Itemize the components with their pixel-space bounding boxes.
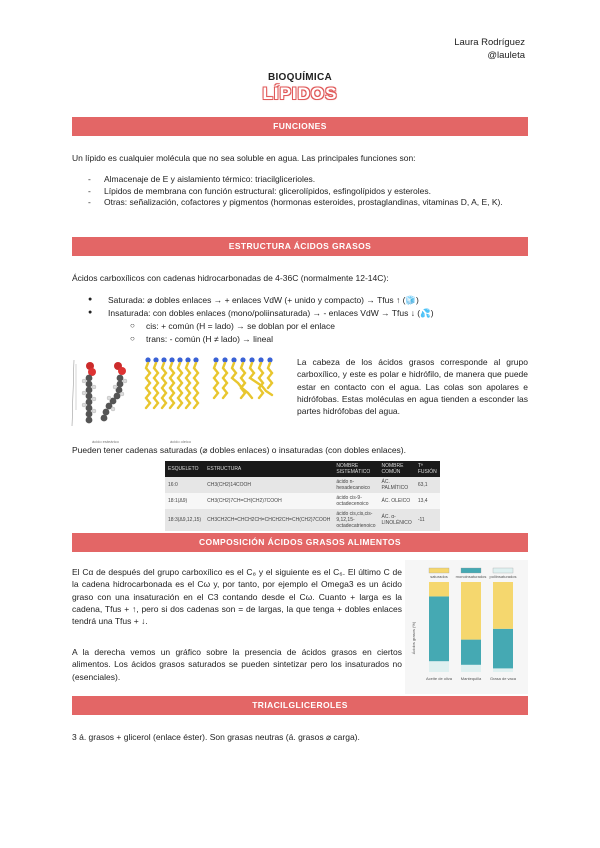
list-item: - Otras: señalización, cofactores y pigmentos (hormonas esteroides, prostaglandinas, vitaminas D, A, E, K). [88,197,528,209]
bar-segment-saturados [493,582,513,629]
composicion-paragraph-2: A la derecha vemos un gráfico sobre la presencia de ácidos grasos en ciertos alimentos. Los ácidos grasos saturados se pueden sintetizar pero los insaturados no (esenciales). [72,647,402,682]
table-row [165,509,440,531]
table-cell: CH3(CH2)14COOH [204,477,333,493]
table-cell: 18:1(Δ9) [165,493,204,509]
table-cell: ácido cis,cis,cis-9,12,15-octadecatrienoico [333,509,378,531]
list-item: ○ cis: + común (H = lado) → se doblan por el enlace [130,320,510,333]
bar-segment-poliinsaturados [429,661,449,672]
chart-bars [429,582,513,672]
chart-y-axis-label: Ácidos grasos (%) [411,621,416,655]
table-cell: ácido cis-9-octadecenoico [333,493,378,509]
chart-legend [429,568,516,579]
funciones-intro: Un lípido es cualquier molécula que no sea soluble en agua. Las principales funciones son: [72,153,416,163]
author-handle: @lauleta [487,50,525,61]
legend-swatch-saturados [429,568,449,573]
list-item: ○ trans: - común (H ≠ lado) → lineal [130,333,510,346]
packed-saturated-chains [145,357,198,408]
table-cell: CH3CH2CH=CHCH2CH=CHCH2CH=CH(CH2)7COOH [204,509,333,531]
section-heading-estructura: ESTRUCTURA ÁCIDOS GRASOS [72,237,528,256]
table-cell: 13,4 [415,493,440,509]
legend-swatch-poliinsaturados [493,568,513,573]
table-header-row [165,461,440,477]
legend-label: poliinsaturados [489,574,517,579]
bar-segment-monoinsaturados [493,629,513,669]
table-cell: -11 [415,509,440,531]
legend-swatch-monoinsaturados [461,568,481,573]
list-item: - Lípidos de membrana con función estructural: glicerolípidos, esfingolípidos y esteroles. [88,186,528,198]
estructura-bullets [88,294,528,319]
table-cell: ácido n-hexadecanoico [333,477,378,493]
bar-segment-monoinsaturados [429,596,449,661]
figure-caption-stearic: ácido esteárico [92,439,119,444]
subject-title: BIOQUÍMICA [267,72,333,83]
funciones-list [88,174,528,209]
section-heading-composicion: COMPOSICIÓN ÁCIDOS GRASOS ALIMENTOS [72,533,528,552]
author-block [454,36,525,62]
table-header-cell: NOMBRE SISTEMÁTICO [333,461,378,477]
bar-segment-saturados [461,582,481,640]
list-item: ● Insaturada: con dobles enlaces (mono/poliinsaturada) → - enlaces VdW → Tfus ↓ (💦) [88,307,528,320]
estructura-side-text: La cabeza de los ácidos grasos corresponde al grupo carboxílico, y este es polar e hidrófilo, de manera que puede estar en contacto con el agua. Las colas son apolares e hidrófobas. Estas moléculas en agua tienden a esconder las partes hidrófobas del agua. [297,357,528,417]
fatty-acid-illustration [62,354,290,434]
bar-segment-monoinsaturados [461,640,481,665]
table-header-cell: ESTRUCTURA [204,461,333,477]
table-cell: 63,1 [415,477,440,493]
estructura-subitems [130,320,510,345]
table-intro: Pueden tener cadenas saturadas (⌀ dobles enlaces) o insaturadas (con dobles enlaces). [72,445,406,455]
bar-segment-poliinsaturados [493,668,513,672]
bar-segment-saturados [429,582,449,596]
oleic-acid-model [101,362,127,421]
page-title: LÍPIDOS [262,84,338,103]
packed-mixed-chains [213,357,272,398]
table-cell: CH3(CH2)7CH=CH(CH2)7COOH [204,493,333,509]
bar-segment-poliinsaturados [461,665,481,672]
figure-caption-oleic: ácido oleico [170,439,192,444]
table-header-cell: NOMBRE COMÚN [379,461,415,477]
table-cell: 16:0 [165,477,204,493]
x-tick-label: Aceite de oliva [425,676,453,681]
table-row [165,493,440,509]
section-heading-triacilgliceroles: TRIACILGLICEROLES [72,696,528,715]
section-heading-funciones: FUNCIONES [72,117,528,136]
table-row [165,477,440,493]
triacilgliceroles-text: 3 á. grasos + glicerol (enlace éster). Son grasas neutras (á. grasos ⌀ carga). [72,732,360,742]
legend-label: monoinsaturados [455,574,487,579]
table-cell: ÁC. OLEICO [379,493,415,509]
legend-label: saturados [430,574,448,579]
table-header-cell: ESQUELETO [165,461,204,477]
table-header-cell: Tª FUSIÓN [415,461,440,477]
list-item: ● Saturada: ⌀ dobles enlaces → + enlaces VdW (+ unido y compacto) → Tfus ↑ (🧊) [88,294,528,307]
fatty-acid-composition-chart [405,560,528,694]
x-tick-label: Mantequilla [460,676,482,681]
author-name: Laura Rodríguez [454,37,525,48]
fatty-acid-table [165,461,440,531]
table-cell: ÁC. α-LINOLÉNICO [379,509,415,531]
estructura-intro: Ácidos carboxílicos con cadenas hidrocarbonadas de 4-36C (normalmente 12-14C): [72,273,389,283]
chart-x-labels [426,676,517,681]
table-cell: 18:3(Δ9,12,15) [165,509,204,531]
list-item: - Almacenaje de E y aislamiento térmico: triacilglicerioles. [88,174,528,186]
stearic-acid-model [72,360,96,426]
x-tick-label: Grasa de vaca [489,676,517,681]
composicion-paragraph-1: El Cα de después del grupo carboxílico es el C₈ y el siguiente es el C₆. El último C de la cadena hidrocarbonada es el Cω y, por tanto, por ejemplo el Omega3 es un ácido graso con una insaturación en el C3 contando desde el Cω. Cuanto + larga es la cadena, Tfus + ↑, pero si dos cadenas son = de largas, la que tenga + dobles enlaces tendrá una Tfus + ↓. [72,567,402,627]
table-cell: ÁC. PALMÍTICO [379,477,415,493]
